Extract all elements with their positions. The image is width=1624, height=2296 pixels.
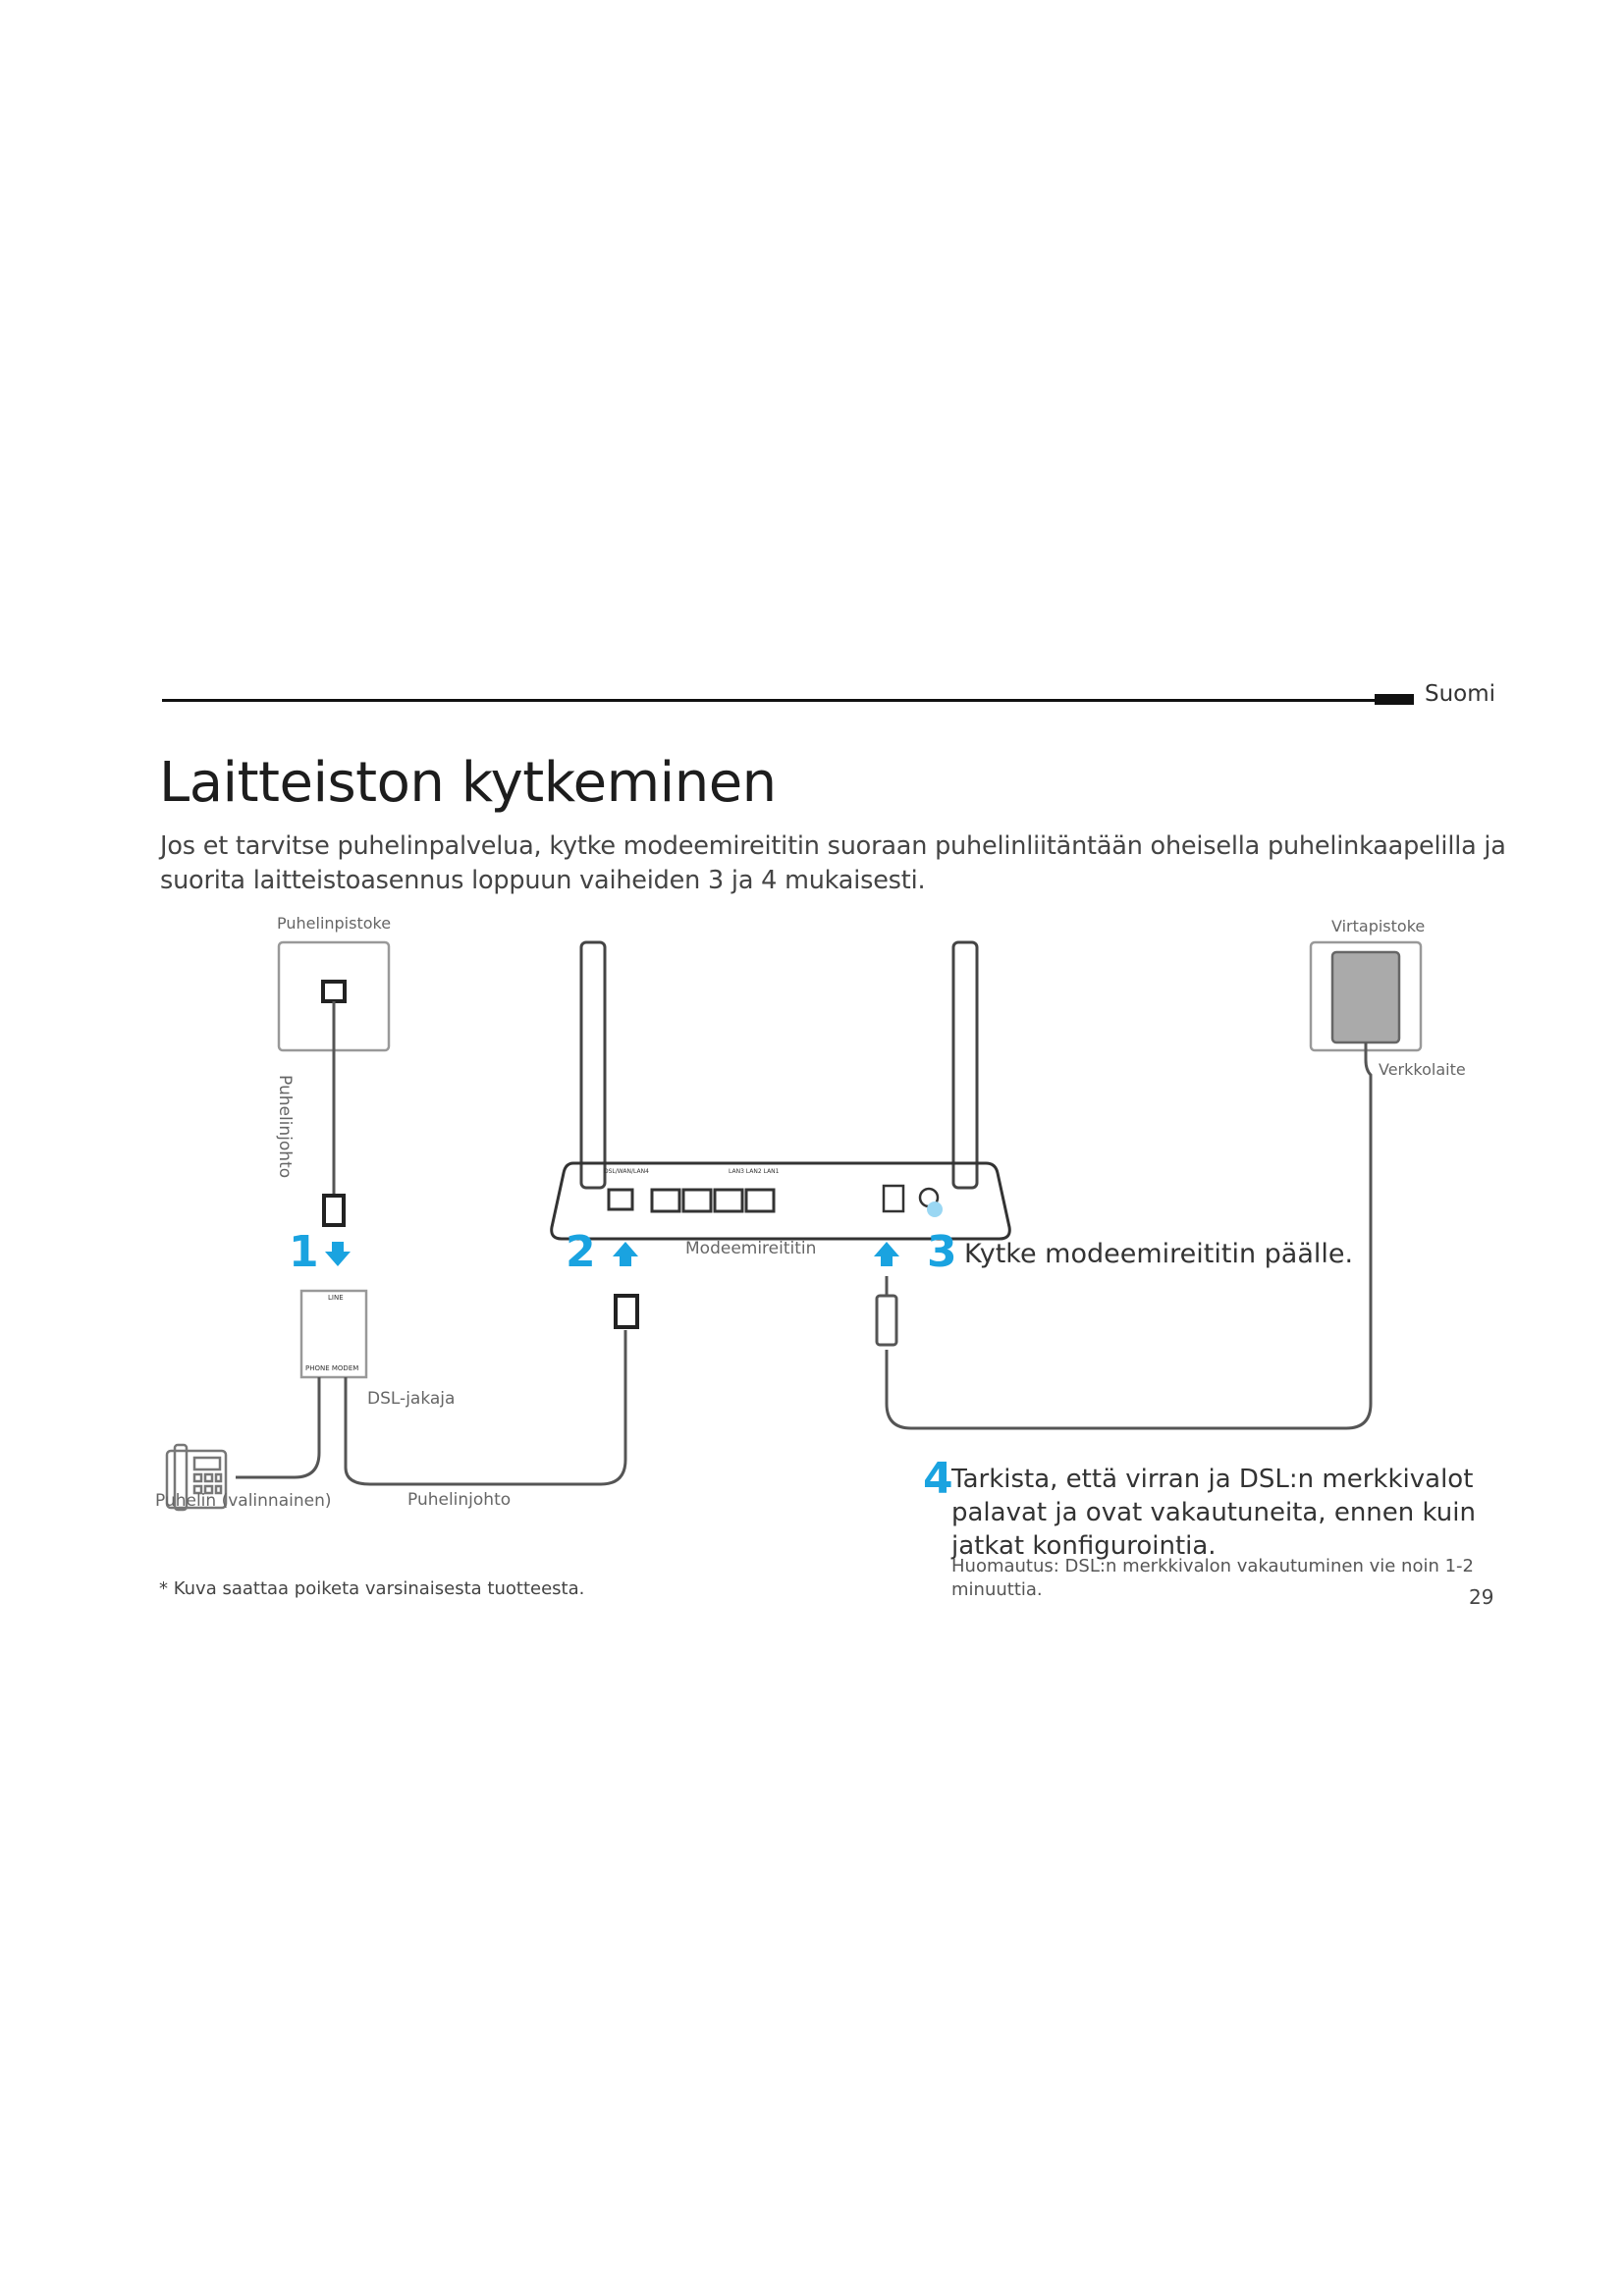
phone-cord-bottom-label: Puhelinjohto <box>407 1490 512 1510</box>
arrow-up-icon <box>613 1242 638 1266</box>
step-4-text: Tarkista, että virran ja DSL:n merkkivalot palavat ja ovat vakautuneita, ennen kuin jatkat konfigurointia. <box>951 1465 1476 1561</box>
splitter-line-label: LINE <box>328 1294 344 1302</box>
step-4-number: 4 <box>923 1454 953 1504</box>
step-4-note: Huomautus: DSL:n merkkivalon vakautuminen vie noin 1-2 minuuttia. <box>951 1556 1474 1600</box>
antenna-left-icon <box>581 942 605 1188</box>
step-1-number: 1 <box>289 1227 319 1277</box>
page-title: Laitteiston kytkeminen <box>159 751 777 815</box>
step-3-number: 3 <box>927 1227 957 1277</box>
rj11-plug-icon <box>324 1196 344 1225</box>
page-number: 29 <box>1469 1585 1494 1609</box>
phone-label: Puhelin (valinnainen) <box>155 1491 332 1511</box>
language-label: Suomi <box>1425 681 1496 707</box>
rj11-plug-icon <box>616 1296 637 1327</box>
intro-paragraph: Jos et tarvitse puhelinpalvelua, kytke modeemireititin suoraan puhelinliitäntään oheisella puhelinkaapelilla ja suorita laitteistoasennus loppuun vaiheiden 3 ja 4 mukaisesti. <box>160 831 1506 895</box>
image-disclaimer: * Kuva saattaa poiketa varsinaisesta tuotteesta. <box>159 1578 585 1599</box>
step-2-number: 2 <box>566 1227 596 1277</box>
router-label: Modeemireititin <box>685 1239 817 1258</box>
antenna-right-icon <box>953 942 977 1188</box>
power-outlet-label: Virtapistoke <box>1331 917 1426 935</box>
phone-jack-label: Puhelinpistoke <box>277 914 392 933</box>
splitter-ports-label: PHONE MODEM <box>305 1364 359 1372</box>
dc-plug-icon <box>877 1296 896 1345</box>
power-adapter-label: Verkkolaite <box>1379 1060 1466 1079</box>
router-port-label-left: DSL/WAN/LAN4 <box>604 1168 649 1175</box>
splitter-label: DSL-jakaja <box>367 1389 456 1409</box>
phone-cord-label: Puhelinjohto <box>275 1075 295 1179</box>
press-finger-icon <box>927 1201 943 1217</box>
router-port-label-right: LAN3 LAN2 LAN1 <box>729 1168 780 1175</box>
arrow-up-icon <box>874 1242 899 1266</box>
step-3-text: Kytke modeemireititin päälle. <box>964 1239 1354 1269</box>
arrow-down-icon <box>325 1242 351 1266</box>
power-adapter-icon <box>1332 952 1399 1042</box>
